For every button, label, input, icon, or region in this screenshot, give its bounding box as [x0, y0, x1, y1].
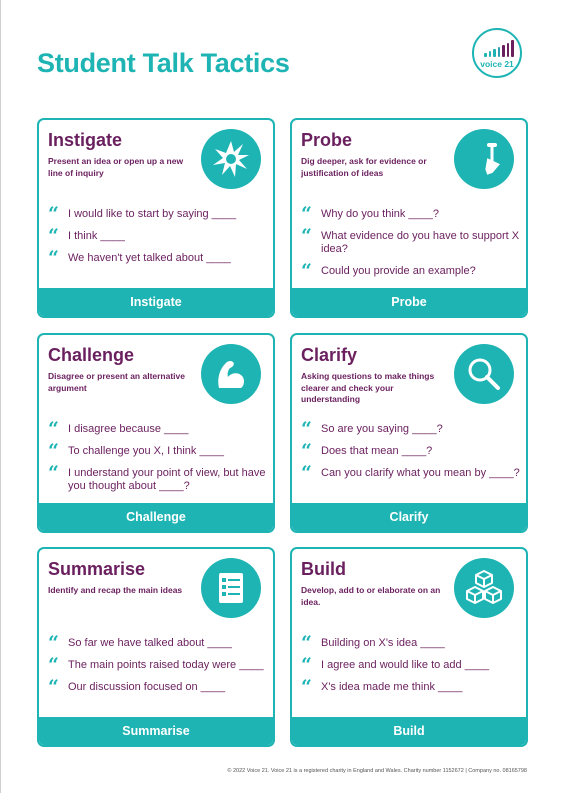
list-item [301, 225, 523, 256]
quote-icon: “ [48, 654, 59, 676]
quote-icon: “ [48, 440, 59, 462]
prompt-text: Our discussion focused on ____ [68, 681, 226, 693]
card-challenge [37, 333, 275, 533]
prompt-text: To challenge you X, I think ____ [68, 445, 224, 457]
voice21-logo [472, 28, 522, 78]
card-title: Probe [301, 130, 353, 150]
list-item [301, 440, 523, 462]
card-build [290, 547, 528, 747]
card-title: Challenge [48, 345, 135, 365]
card-probe [290, 118, 528, 318]
card-footer: Clarify [292, 503, 526, 531]
quote-icon: “ [48, 203, 59, 225]
flexed-arm-icon [201, 344, 261, 404]
prompt-text: Does that mean ____? [321, 445, 433, 457]
quote-icon: “ [301, 632, 312, 654]
list-item [301, 418, 523, 440]
prompt-text: I disagree because ____ [68, 423, 189, 435]
logo-text: voice 21 [480, 59, 514, 69]
list-item [301, 260, 523, 282]
prompt-text: We haven't yet talked about ____ [68, 252, 231, 264]
list-item [48, 632, 270, 654]
list-item [301, 462, 523, 484]
quote-icon: “ [48, 462, 59, 484]
shovel-icon [454, 129, 514, 189]
prompt-text: I agree and would like to add ____ [321, 659, 490, 671]
card-description: Dig deeper, ask for evidence or justification of ideas [301, 156, 427, 178]
starburst-icon [201, 129, 261, 189]
prompt-text: I would like to start by saying ____ [68, 208, 237, 220]
quote-icon: “ [301, 462, 312, 484]
card-title: Summarise [48, 559, 146, 579]
prompt-list [301, 418, 523, 489]
list-item [48, 654, 270, 676]
card-description: Develop, add to or elaborate on an idea. [301, 585, 441, 607]
prompt-text: Could you provide an example? [321, 265, 476, 277]
list-item [48, 676, 270, 698]
prompt-text: Why do you think ____? [321, 208, 440, 220]
prompt-text: I understand your point of view, but have you thought about ____? [68, 467, 266, 492]
magnifying-glass-icon [454, 344, 514, 404]
prompt-list [48, 418, 270, 502]
prompt-text: The main points raised today were ____ [68, 659, 264, 671]
quote-icon: “ [48, 418, 59, 440]
list-item [48, 203, 270, 225]
card-footer: Summarise [39, 717, 273, 745]
card-description: Disagree or present an alternative argument [48, 371, 186, 393]
card-description: Asking questions to make things clearer and check your understanding [301, 371, 435, 404]
list-item [301, 203, 523, 225]
quote-icon: “ [48, 225, 59, 247]
prompt-text: Building on X's idea ____ [321, 637, 445, 649]
prompt-list [301, 203, 523, 287]
quote-icon: “ [301, 440, 312, 462]
list-item [301, 632, 523, 654]
prompt-text: Can you clarify what you mean by ____? [321, 467, 520, 479]
quote-icon: “ [301, 225, 312, 247]
list-item [301, 654, 523, 676]
quote-icon: “ [301, 203, 312, 225]
list-item [301, 676, 523, 698]
card-instigate [37, 118, 275, 318]
prompt-text: X's idea made me think ____ [321, 681, 463, 693]
logo-bars-icon [484, 39, 514, 57]
prompt-text: What evidence do you have to support X idea? [321, 230, 520, 255]
quote-icon: “ [301, 654, 312, 676]
copyright-notice: © 2022 Voice 21. Voice 21 is a registered charity in England and Wales. Charity number 1152672 | Company no. 08165798 [227, 768, 527, 774]
list-item [48, 440, 270, 462]
list-item [48, 225, 270, 247]
quote-icon: “ [48, 247, 59, 269]
prompt-text: So are you saying ____? [321, 423, 443, 435]
card-footer: Instigate [39, 288, 273, 316]
card-footer: Challenge [39, 503, 273, 531]
quote-icon: “ [301, 260, 312, 282]
checklist-icon [201, 558, 261, 618]
card-clarify [290, 333, 528, 533]
card-description: Present an idea or open up a new line of inquiry [48, 156, 184, 178]
card-footer: Probe [292, 288, 526, 316]
prompt-list [48, 203, 270, 274]
prompt-list [301, 632, 523, 703]
quote-icon: “ [301, 418, 312, 440]
stacked-cubes-icon [454, 558, 514, 618]
card-title: Instigate [48, 130, 123, 150]
prompt-list [48, 632, 270, 703]
quote-icon: “ [48, 632, 59, 654]
list-item [48, 418, 270, 440]
quote-icon: “ [48, 676, 59, 698]
quote-icon: “ [301, 676, 312, 698]
card-title: Clarify [301, 345, 358, 365]
card-description: Identify and recap the main ideas [48, 585, 183, 595]
prompt-text: So far we have talked about ____ [68, 637, 232, 649]
card-footer: Build [292, 717, 526, 745]
list-item [48, 462, 270, 493]
card-summarise [37, 547, 275, 747]
list-item [48, 247, 270, 269]
prompt-text: I think ____ [68, 230, 125, 242]
page-title: Student Talk Tactics [37, 48, 290, 78]
card-title: Build [301, 559, 346, 579]
